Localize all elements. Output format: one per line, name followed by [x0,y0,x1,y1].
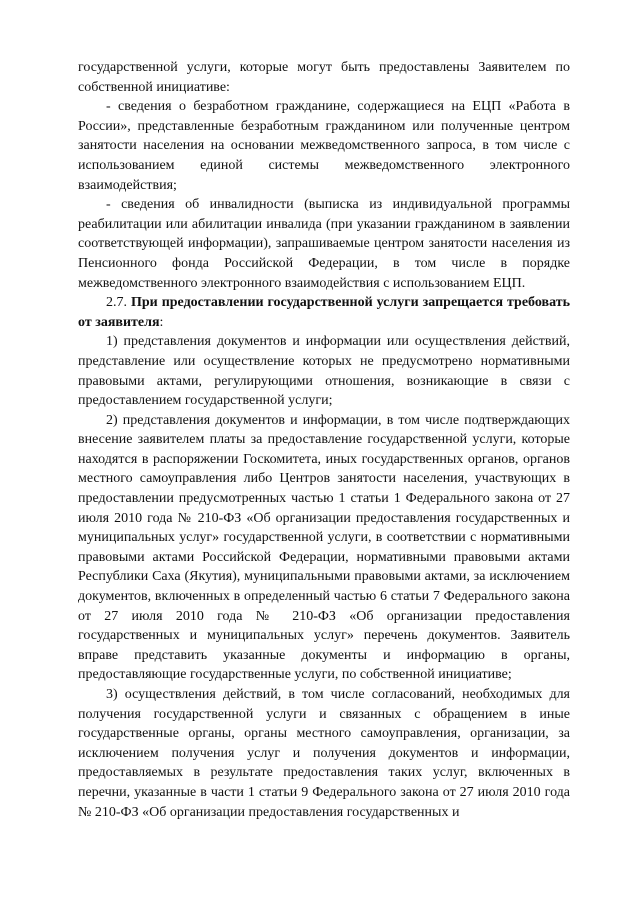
section-heading-colon: : [159,314,164,330]
paragraph-disability-info: - сведения об инвалидности (выписка из индивидуальной программы реабилитации или абилитации инвалида (при указании гражданином в заявлении соответствующей информации), запрашиваемые центром занятости населения из Пенсионного фонда Российской Федерации, в том числе в порядке межведомственного электронного взаимодействия с использованием ЕЦП. [78,197,570,291]
document-page [78,58,570,822]
paragraph-item-2: 2) представления документов и информации, в том числе подтверждающих внесение заявителем платы за предоставление государственной услуги, которые находятся в распоряжении Госкомитета, иных государственных органов, органов местного самоуправления либо Центров занятости населения, участвующих в предоставлении предусмотренных частью 1 статьи 1 Федерального закона от 27 июля 2010 года № 210-ФЗ «Об организации предоставления государственных и муниципальных услуг» государственной услуги, в соответствии с нормативными правовыми актами Российской Федерации, нормативными правовыми актами Республики Саха (Якутия), муниципальными правовыми актами, за исключением документов, включенных в определенный частью 6 статьи 7 Федерального закона от 27 июля 2010 года № 210-ФЗ «Об организации предоставления государственных и муниципальных услуг» перечень документов. Заявитель вправе представить указанные документы и информацию в органы, предоставляющие государственные услуги, по собственной инициативе; [78,412,570,683]
section-number: 2.7. [106,295,127,311]
paragraph-unemployed-info: - сведения о безработном гражданине, содержащиеся на ЕЦП «Работа в России», представленные безработным гражданином или полученные центром занятости населения на основании межведомственного запроса, в том числе с использованием единой системы межведомственного электронного взаимодействия; [78,99,570,193]
paragraph-continuation: государственной услуги, которые могут быть предоставлены Заявителем по собственной инициативе: [78,60,570,95]
paragraph-item-1: 1) представления документов и информации или осуществления действий, представление или осуществление которых не предусмотрено нормативными правовыми актами, регулирующими отношения, возникающие в связи с предоставлением государственной услуги; [78,334,570,409]
section-heading-bold: При предоставлении государственной услуги запрещается требовать от заявителя [78,295,570,330]
paragraph-item-3: 3) осуществления действий, в том числе согласований, необходимых для получения государственной услуги и связанных с обращением в иные государственные органы, органы местного самоуправления, организации, за исключением получения услуг и получения документов и информации, предоставляемых в результате предоставления таких услуг, включенных в перечни, указанные в части 1 статьи 9 Федерального закона от 27 июля 2010 года № 210-ФЗ «Об организации предоставления государственных и [78,687,570,820]
paragraph-2-7 [78,293,570,332]
